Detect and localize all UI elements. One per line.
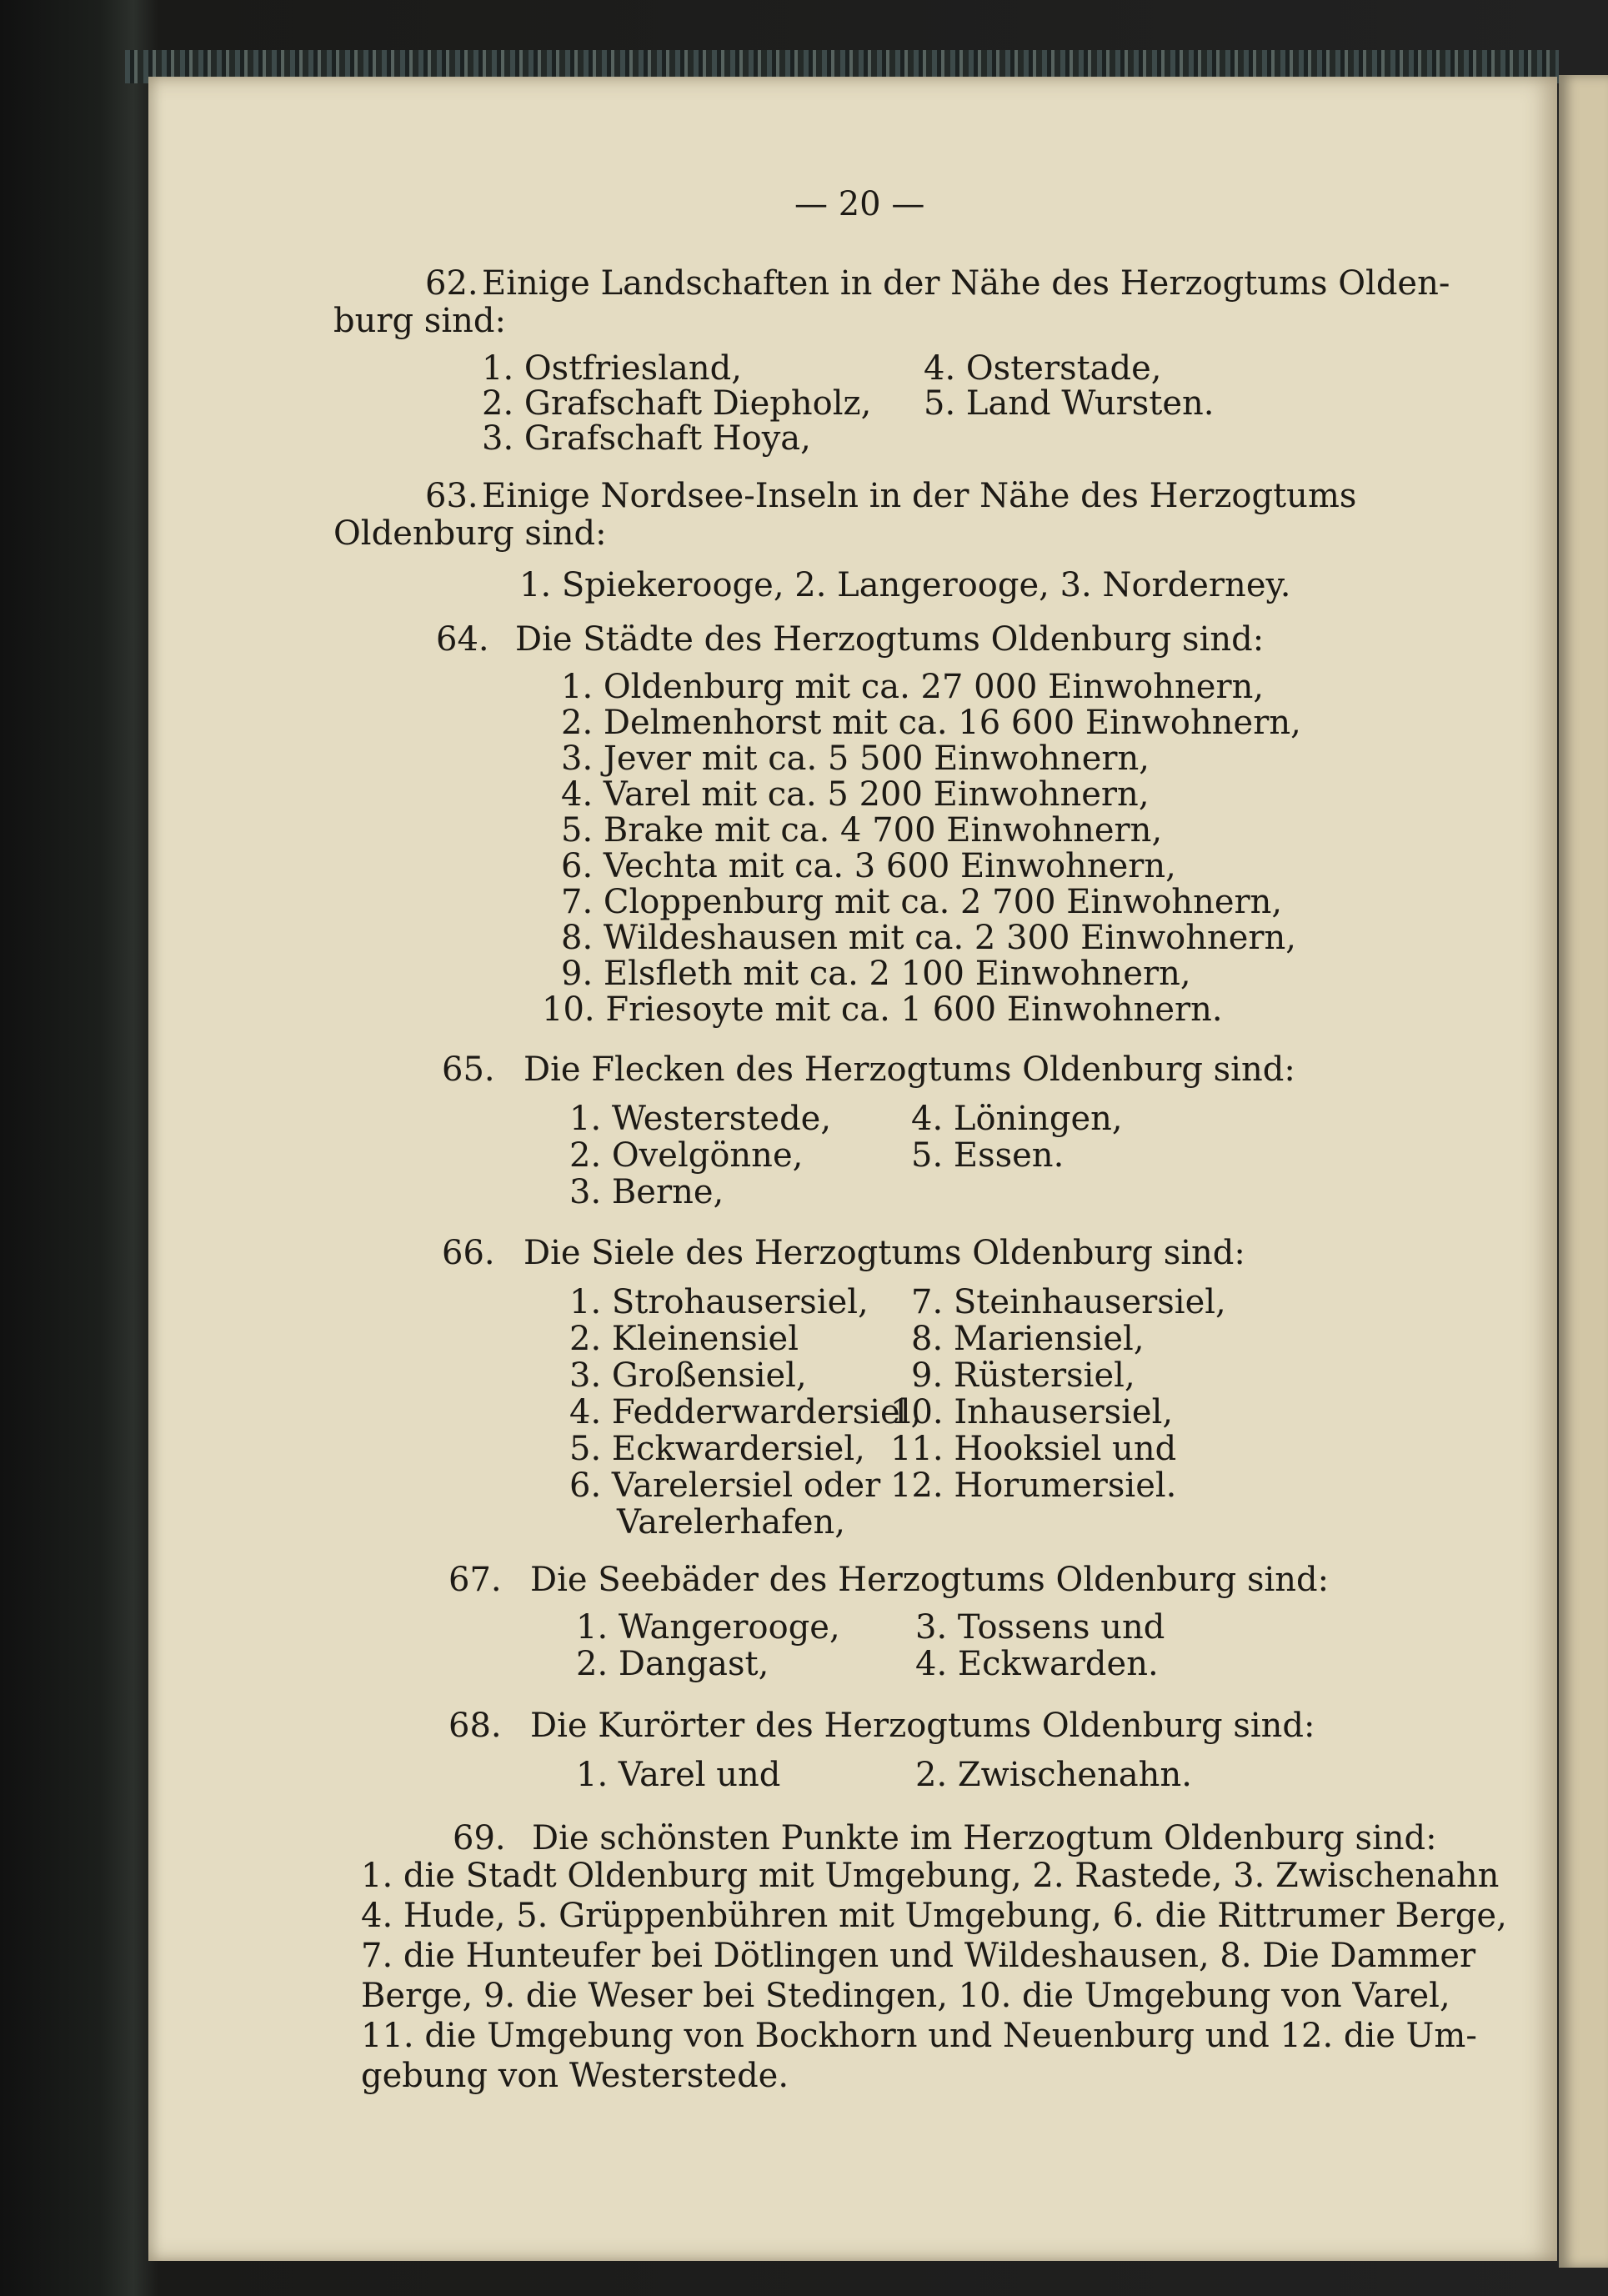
list-item: 10. Inhausersiel,	[890, 1393, 1174, 1431]
section-64-heading: Die Städte des Herzogtums Oldenburg sind:	[515, 620, 1265, 659]
list-item: 3. Großensiel,	[569, 1356, 807, 1395]
section-62-heading: Einige Landschaften in der Nähe des Herzogtums Olden-	[482, 264, 1450, 303]
list-item: 8. Wildeshausen mit ca. 2 300 Einwohnern,	[561, 919, 1297, 957]
section-63-heading-cont: Oldenburg sind:	[333, 514, 607, 553]
list-item: 12. Horumersiel.	[890, 1466, 1177, 1505]
list-item: 3. Berne,	[569, 1173, 724, 1211]
section-number-67: 67.	[448, 1561, 502, 1599]
section-number-69: 69.	[453, 1819, 506, 1857]
list-item: 5. Land Wursten.	[924, 384, 1215, 423]
list-line: 1. Spiekerooge, 2. Langerooge, 3. Norderney.	[519, 566, 1291, 604]
list-item: 3. Grafschaft Hoya,	[482, 419, 811, 458]
list-item: 1. Oldenburg mit ca. 27 000 Einwohnern,	[561, 668, 1265, 706]
section-number-62: 62.	[425, 264, 478, 303]
section-62-heading-cont: burg sind:	[333, 302, 506, 340]
list-item: 8. Mariensiel,	[911, 1320, 1145, 1358]
list-item: 6. Vechta mit ca. 3 600 Einwohnern,	[561, 847, 1176, 885]
paragraph-line: gebung von Westerstede.	[361, 2057, 789, 2095]
section-67-heading: Die Seebäder des Herzogtums Oldenburg sind:	[530, 1561, 1330, 1599]
list-item: 9. Rüstersiel,	[911, 1356, 1135, 1395]
list-item: 11. Hooksiel und	[890, 1430, 1177, 1468]
paragraph-line: 7. die Hunteufer bei Dötlingen und Wildeshausen, 8. Die Dammer	[361, 1937, 1476, 1975]
section-63-heading: Einige Nordsee-Inseln in der Nähe des Herzogtums	[482, 477, 1357, 515]
list-item: 5. Essen.	[911, 1136, 1064, 1175]
list-item: Varelerhafen,	[617, 1503, 846, 1542]
section-number-65: 65.	[442, 1050, 495, 1089]
list-item: 4. Löningen,	[911, 1100, 1123, 1138]
facing-page-edge	[1559, 75, 1608, 2268]
section-number-66: 66.	[442, 1234, 495, 1272]
list-item: 6. Varelersiel oder	[569, 1466, 881, 1505]
list-item: 7. Steinhausersiel,	[911, 1283, 1226, 1321]
list-item: 5. Eckwardersiel,	[569, 1430, 865, 1468]
list-item: 2. Grafschaft Diepholz,	[482, 384, 872, 423]
list-item: 2. Dangast,	[576, 1645, 769, 1683]
list-item: 3. Jever mit ca. 5 500 Einwohnern,	[561, 739, 1150, 778]
list-item: 1. Strohausersiel,	[569, 1283, 869, 1321]
paragraph-line: 4. Hude, 5. Grüppenbühren mit Umgebung, 6. die Rittrumer Berge,	[361, 1897, 1507, 1935]
list-item: 1. Ostfriesland,	[482, 349, 742, 388]
paragraph-line: 11. die Umgebung von Bockhorn und Neuenburg und 12. die Um-	[361, 2017, 1477, 2055]
section-number-64: 64.	[436, 620, 489, 659]
section-65-heading: Die Flecken des Herzogtums Oldenburg sind:	[523, 1050, 1295, 1089]
list-item: 4. Varel mit ca. 5 200 Einwohnern,	[561, 775, 1150, 814]
list-item: 9. Elsfleth mit ca. 2 100 Einwohnern,	[561, 955, 1191, 993]
paragraph-line: 1. die Stadt Oldenburg mit Umgebung, 2. Rastede, 3. Zwischenahn	[361, 1857, 1500, 1895]
book-page	[148, 77, 1557, 2261]
list-item: 3. Tossens und	[915, 1608, 1165, 1647]
section-number-63: 63.	[425, 477, 478, 515]
list-item: 2. Zwischenahn.	[915, 1756, 1192, 1794]
list-item: 1. Wangerooge,	[576, 1608, 840, 1647]
list-item: 1. Westerstede,	[569, 1100, 832, 1138]
list-item: 4. Fedderwardersiel,	[569, 1393, 922, 1431]
list-item: 4. Eckwarden.	[915, 1645, 1159, 1683]
list-item: 2. Delmenhorst mit ca. 16 600 Einwohnern,	[561, 704, 1301, 742]
list-item: 4. Osterstade,	[924, 349, 1162, 388]
list-item: 1. Varel und	[576, 1756, 781, 1794]
list-item: 7. Cloppenburg mit ca. 2 700 Einwohnern,	[561, 883, 1283, 921]
list-item: 2. Ovelgönne,	[569, 1136, 804, 1175]
list-item: 2. Kleinensiel	[569, 1320, 799, 1358]
section-number-68: 68.	[448, 1707, 502, 1745]
list-item: 5. Brake mit ca. 4 700 Einwohnern,	[561, 811, 1163, 850]
list-item: 10. Friesoyte mit ca. 1 600 Einwohnern.	[542, 990, 1223, 1029]
page-number: — 20 —	[794, 185, 925, 223]
section-68-heading: Die Kurörter des Herzogtums Oldenburg sind:	[530, 1707, 1315, 1745]
paragraph-line: Berge, 9. die Weser bei Stedingen, 10. die Umgebung von Varel,	[361, 1977, 1450, 2015]
section-66-heading: Die Siele des Herzogtums Oldenburg sind:	[523, 1234, 1245, 1272]
section-69-heading: Die schönsten Punkte im Herzogtum Oldenburg sind:	[532, 1819, 1437, 1857]
